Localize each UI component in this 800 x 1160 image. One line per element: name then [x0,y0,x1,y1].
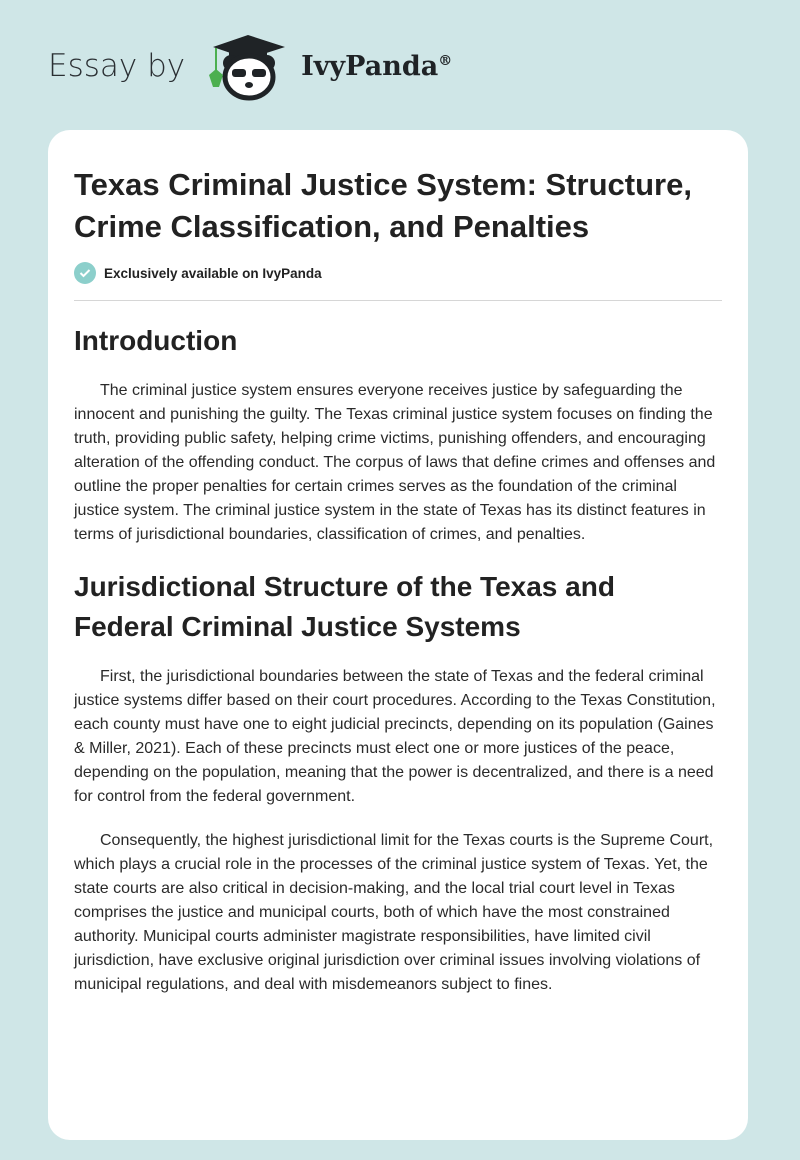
essay-title: Texas Criminal Justice System: Structure, Crime Classification, and Penalties [74,167,692,244]
essay-by-label: Essay by [48,48,186,84]
paragraph: Consequently, the highest jurisdictional limit for the Texas courts is the Supreme Court, which plays a crucial role in the processes of the criminal justice system of Texas. Yet, the state courts are also critical in decision-making, and the local trial court level in Texas comprises the justice and municipal courts, both of which have the most constrained authority. Municipal courts administer magistrate responsibilities, have limited civil jurisdiction, have exclusive original jurisdiction over criminal issues involving violations of municipal regulations, and deal with misdemeanors subject to fines. [74,832,714,993]
section-heading: Jurisdictional Structure of the Texas and Federal Criminal Justice Systems [74,571,615,642]
check-icon [74,262,96,284]
paragraph: The criminal justice system ensures everyone receives justice by safeguarding the innocent and punishing the guilty. The Texas criminal justice system focuses on finding the truth, providing public safety, helping crime victims, punishing offenders, and encouraging alteration of the offending conduct. The corpus of laws that define crimes and offenses and outline the proper penalties for certain crimes serves as the foundation of the criminal justice system. The criminal justice system in the state of Texas has its distinct features in terms of jurisdictional boundaries, classification of crimes, and penalties. [74,382,716,543]
section-heading: Introduction [74,325,238,356]
essay-card [48,130,748,1140]
brand-name[interactable] [301,51,452,82]
exclusive-label: Exclusively available on IvyPanda [104,265,322,281]
brand-text: IvyPanda [301,50,439,82]
exclusive-badge [74,262,722,301]
ivypanda-logo-icon[interactable] [203,31,293,101]
site-header [48,36,452,96]
registered-mark: ® [438,52,453,69]
paragraph: First, the jurisdictional boundaries between the state of Texas and the federal criminal justice systems differ based on their court procedures. According to the Texas Constitution, each county must have one to eight judicial precincts, depending on its population (Gaines & Miller, 2021). Each of these precincts must elect one or more justices of the peace, depending on the population, meaning that the power is decentralized, and there is a need for control from the federal government. [74,668,716,805]
